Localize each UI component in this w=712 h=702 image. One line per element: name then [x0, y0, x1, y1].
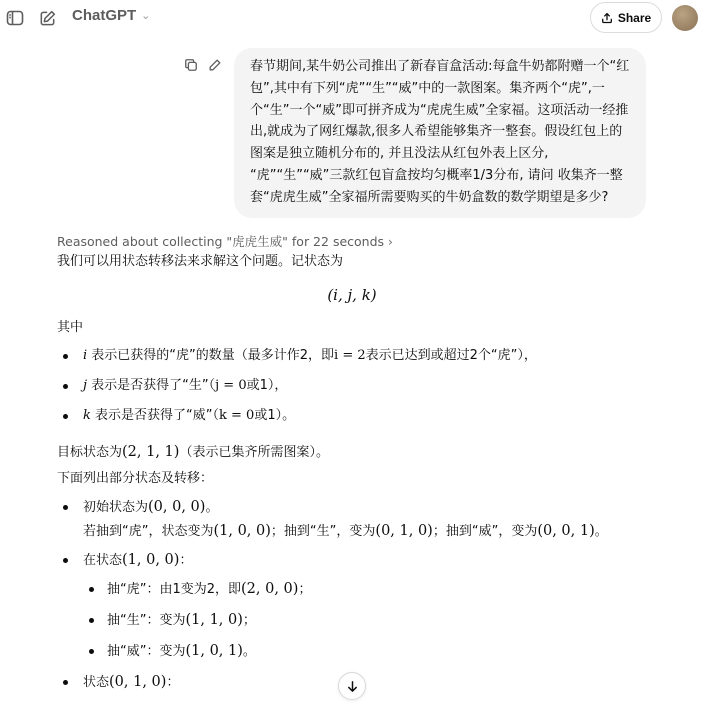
- target-line: [57, 442, 657, 463]
- definitions-list: [57, 346, 657, 426]
- def-text: 表示是否获得了“生”（: [87, 378, 216, 393]
- list-item: [57, 497, 657, 542]
- reasoning-summary[interactable]: [57, 232, 657, 252]
- model-selector[interactable]: [72, 7, 150, 24]
- def-text: 表示已获得的“虎”的数量（最多计作2，即: [87, 348, 335, 363]
- state-101: (1, 0, 1): [185, 643, 243, 659]
- scroll-to-bottom-button[interactable]: [338, 672, 366, 700]
- text: 若抽到“虎”，状态变为: [83, 524, 214, 539]
- text: 抽“生”：变为: [107, 613, 186, 628]
- var-j: j: [83, 378, 88, 393]
- arrow-down-icon: [346, 680, 359, 693]
- list-item: [57, 376, 657, 396]
- top-bar: [0, 0, 712, 40]
- transitions-list: [57, 497, 657, 693]
- intro-text: 我们可以用状态转移法来求解这个问题。记状态为: [57, 254, 344, 269]
- copy-icon[interactable]: [184, 58, 198, 72]
- avatar[interactable]: [672, 5, 698, 31]
- state-100-line: [83, 550, 657, 571]
- var-i: i: [83, 348, 88, 363]
- list-item: [83, 579, 657, 600]
- def-text: 或1）。: [254, 408, 296, 423]
- target-state: (2, 1, 1): [122, 444, 180, 460]
- text: ；: [242, 613, 256, 628]
- text: 抽“威”：变为: [107, 644, 186, 659]
- def-text: 或1），: [246, 378, 288, 393]
- initial-transitions-line: [83, 521, 657, 542]
- text: 初始状态为: [83, 500, 149, 515]
- state-100: (1, 0, 0): [213, 523, 271, 539]
- user-message-bubble: 春节期间,某牛奶公司推出了新春盲盒活动:每盒牛奶都附赠一个“红包”,其中有下列“虎”“生”“威”中的一款图案。集齐两个“虎”,一个“生”一个“威”即可拼齐成为“虎虎生威”全家福。这项活动一经推出,就成为了网红爆款,很多人希望能够集齐一整套。假设红包上的图案是独立随机分布的, 并且没法从红包外表上区分, “虎”“生”“威”三款红包盲盒按均匀概率1/3分布, 请问 收集齐一整套“虎虎生威”全家福所需要购买的牛奶盒数的数学期望是多少?: [234, 48, 646, 218]
- text: 。: [205, 500, 219, 515]
- share-button[interactable]: [590, 2, 662, 33]
- chevron-down-icon: ⌄: [141, 10, 151, 22]
- text: ：: [179, 553, 193, 568]
- state-200: (2, 0, 0): [241, 581, 299, 597]
- model-name: ChatGPT: [72, 7, 137, 24]
- target-post: （表示已集齐所需图案）。: [179, 445, 329, 460]
- share-label: Share: [617, 10, 652, 25]
- text: ；抽到“生”，变为: [270, 524, 376, 539]
- def-text: 表示已达到或超过2个“虎”），: [365, 348, 537, 363]
- text: 。: [594, 524, 608, 539]
- var-k: k: [83, 408, 91, 423]
- list-item: [83, 641, 657, 662]
- chevron-right-icon: ›: [388, 235, 393, 249]
- list-item: [57, 406, 657, 426]
- math-inline: j = 0: [215, 378, 247, 393]
- compose-icon: [38, 9, 57, 28]
- reasoning-label: Reasoned about collecting "虎虎生威" for 22 seconds: [57, 234, 385, 249]
- initial-state-line: [83, 497, 657, 518]
- state-010: (0, 1, 0): [109, 674, 167, 690]
- transitions-intro: 下面列出部分状态及转移：: [57, 471, 214, 486]
- state-formula: (i, j, k): [327, 286, 377, 304]
- text: 状态: [83, 675, 110, 690]
- sub-list: [83, 579, 657, 662]
- state-000: (0, 0, 0): [148, 499, 206, 515]
- sidebar-icon: [5, 8, 25, 28]
- text: ；抽到“威”，变为: [432, 524, 538, 539]
- list-item: [83, 610, 657, 631]
- new-chat-button[interactable]: [34, 5, 60, 31]
- upload-icon: [601, 12, 613, 24]
- list-item: [57, 550, 657, 662]
- pencil-icon[interactable]: [208, 58, 222, 72]
- text: ：: [166, 675, 180, 690]
- text: 在状态: [83, 553, 123, 568]
- message-actions: [184, 58, 222, 72]
- math-inline: i = 2: [334, 348, 366, 363]
- def-text: 表示是否获得了“威”（: [90, 408, 219, 423]
- where-label: 其中: [57, 320, 84, 335]
- state-001: (0, 0, 1): [537, 523, 595, 539]
- text: 抽“虎”：由1变为2，即: [107, 582, 242, 597]
- assistant-response: [57, 232, 657, 693]
- state-100: (1, 0, 0): [122, 552, 180, 568]
- target-pre: 目标状态为: [57, 445, 123, 460]
- text: ；: [298, 582, 312, 597]
- list-item: [57, 346, 657, 366]
- toggle-sidebar-button[interactable]: [2, 5, 28, 31]
- state-010: (0, 1, 0): [375, 523, 433, 539]
- text: 。: [242, 644, 256, 659]
- state-110: (1, 1, 0): [185, 612, 243, 628]
- math-inline: k = 0: [219, 408, 255, 423]
